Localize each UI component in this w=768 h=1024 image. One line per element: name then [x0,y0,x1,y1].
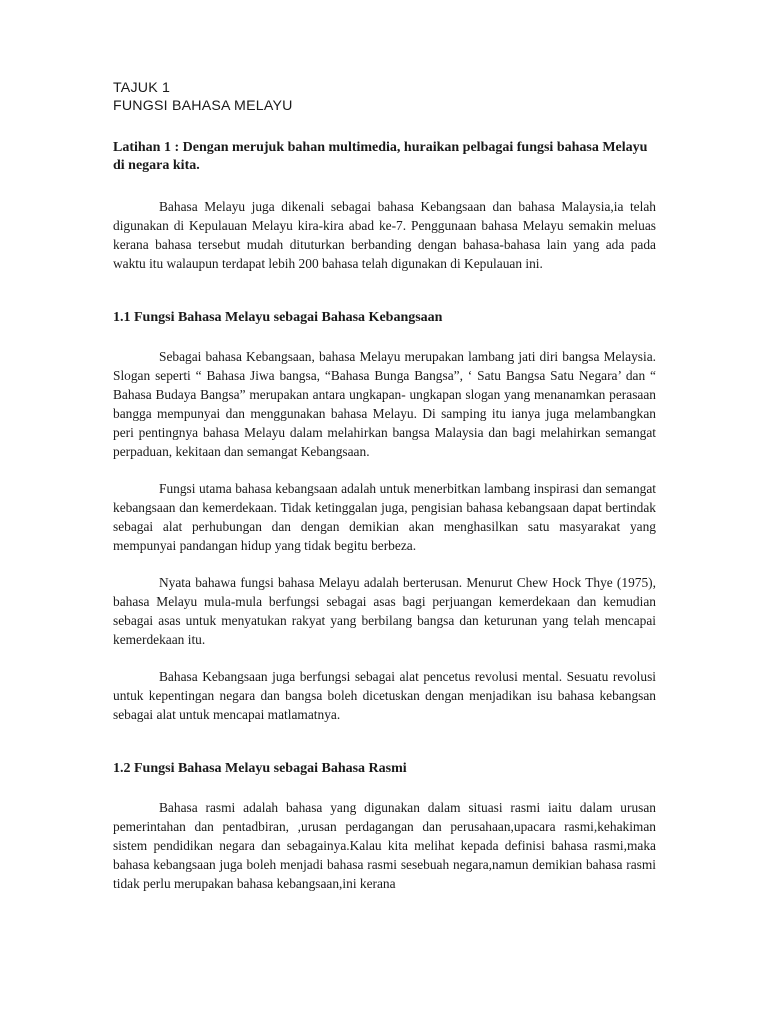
section-heading-1-2: 1.2 Fungsi Bahasa Melayu sebagai Bahasa Rasmi [113,761,407,776]
section-heading-1-1: 1.1 Fungsi Bahasa Melayu sebagai Bahasa Kebangsaan [113,310,443,325]
topic-title: FUNGSI BAHASA MELAYU [113,98,293,114]
section-1-1-paragraph: Nyata bahawa fungsi bahasa Melayu adalah berterusan. Menurut Chew Hock Thye (1975), bahasa Melayu mula-mula berfungsi sebagai asas bagi perjuangan kemerdekaan dan kemudian sebagai asas untuk menyatukan rakyat yang berbilang bangsa dan keturunan yang telah mencapai kemerdekaan itu. [113,575,656,647]
exercise-prompt: Latihan 1 : Dengan merujuk bahan multimedia, huraikan pelbagai fungsi bahasa Melayu di negara kita. [113,140,648,173]
section-1-1-paragraph: Fungsi utama bahasa kebangsaan adalah untuk menerbitkan lambang inspirasi dan semangat kebangsaan dan kemerdekaan. Tidak ketinggalan juga, pengisian bahasa kebangsaan dapat bertindak sebagai alat perhubungan dan dengan demikian akan menghasilkan satu masyarakat yang mempunyai pandangan hidup yang tidak begitu berbeza. [113,481,656,553]
section-1-2-paragraph: Bahasa rasmi adalah bahasa yang digunakan dalam situasi rasmi iaitu dalam urusan pemerintahan dan pentadbiran, ,urusan perdagangan dan perusahaan,upacara rasmi,kehakiman sistem pendidikan negara dan sebagainya.Kalau kita melihat kepada definisi bahasa rasmi,maka bahasa kebangsaan juga boleh menjadi bahasa rasmi sesebuah negara,namun demikian bahasa rasmi tidak perlu merupakan bahasa kebangsaan,ini kerana [113,800,656,891]
intro-paragraph: Bahasa Melayu juga dikenali sebagai bahasa Kebangsaan dan bahasa Malaysia,ia telah digunakan di Kepulauan Melayu kira-kira abad ke-7. Penggunaan bahasa Melayu semakin meluas kerana bahasa tersebut mudah dituturkan berbanding dengan bahasa-bahasa lain yang ada pada waktu itu walaupun terdapat lebih 200 bahasa telah digunakan di Kepulauan ini. [113,199,656,271]
topic-number: TAJUK 1 [113,80,171,96]
section-1-1-paragraph: Bahasa Kebangsaan juga berfungsi sebagai alat pencetus revolusi mental. Sesuatu revolusi untuk kepentingan negara dan bangsa boleh dicetuskan dengan menjadikan isu bahasa kebangsan sebagai alat untuk mencapai matlamatnya. [113,669,656,722]
document-body [113,79,656,893]
section-1-1-paragraph: Sebagai bahasa Kebangsaan, bahasa Melayu merupakan lambang jati diri bangsa Melaysia. Slogan seperti “ Bahasa Jiwa bangsa, “Bahasa Bunga Bangsa”, ‘ Satu Bangsa Satu Negara’ dan “ Bahasa Budaya Bangsa” merupakan antara ungkapan- ungkapan slogan yang menanamkan perasaan bangga mempunyai dan menggunakan bahasa Melayu. Di samping itu ianya juga melambangkan peri pentingnya bahasa Melayu dalam melahirkan bangsa Malaysia dan bagi melahirkan semangat perpaduan, kekitaan dan semangat Kebangsaan. [113,349,656,459]
